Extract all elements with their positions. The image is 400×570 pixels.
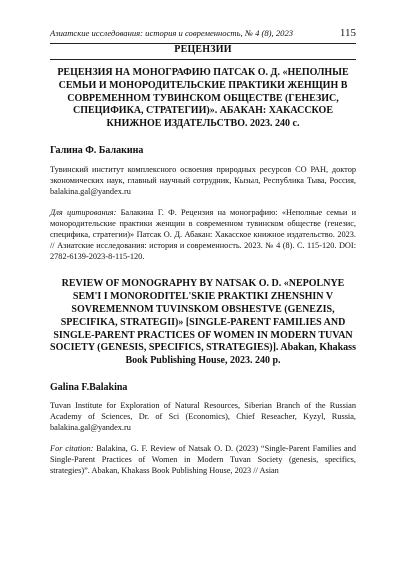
- running-header: [50, 27, 356, 39]
- section-title: РЕЦЕНЗИИ: [174, 44, 232, 55]
- author-affiliation-en: Tuvan Institute for Exploration of Natural Resources, Siberian Branch of the Russian Academy of Sciences, Dr. of Sci (Economics), Chief Reseacher, Kyzyl, Russia, balakina.gal@yandex.ru: [50, 401, 356, 432]
- author-affiliation-ru: Тувинский институт комплексного освоения природных ресурсов СО РАН, доктор экономических наук, главный научный сотрудник, Кызыл, Республика Тыва, Россия, balakina.gal@yandex.ru: [50, 164, 356, 196]
- author-name-en: Galina F.Balakina: [50, 382, 128, 394]
- citation-ru: [50, 208, 356, 263]
- header-rule-bottom: [50, 59, 356, 60]
- author-name-ru: Галина Ф. Балакина: [50, 144, 144, 156]
- review-title-en: REVIEW OF MONOGRAPHY BY NATSAK O. D. «NEPOLNYE SEM'I I MONORODITEL'SKIE PRAKTIKI ZHENSHIN V SOVREMENNOM TUVINSKOM OBSHESTVE (GENEZIS, SPECIFIKA, STRATEGII)» [SINGLE-PARENT FAMILIES AND SINGLE-PARENT PRACTICES OF WOMEN IN MODERN TUVAN SOCIETY (GENESIS, SPECIFICS, STRATEGIES)]. Abakan, Khakass Book Publishing House, 2023. 240 p.: [50, 278, 356, 367]
- citation-label-en: For citation:: [50, 443, 94, 453]
- citation-text-en: Balakina, G. F. Review of Natsak O. D. (2023) “Single-Parent Families and Single-Parent Practices of Women in Modern Tuvan Society (genesis, specifics, strategies)”. Abakan, Khakass Book Publishing House, 2023 // Asian: [50, 443, 356, 475]
- citation-en: [50, 444, 356, 477]
- journal-name: Азиатские исследования: история и современность, № 4 (8), 2023: [50, 28, 294, 38]
- citation-label-ru: Для цитирования:: [50, 207, 117, 217]
- review-title-ru: РЕЦЕНЗИЯ НА МОНОГРАФИЮ ПАТСАК О. Д. «НЕПОЛНЫЕ СЕМЬИ И МОНОРОДИТЕЛЬСКИЕ ПРАКТИКИ ЖЕНЩИН В СОВРЕМЕННОМ ТУВИНСКОМ ОБЩЕСТВЕ (ГЕНЕЗИС, СПЕЦИФИКА, СТРАТЕГИИ)». АБАКАН: ХАКАССКОЕ КНИЖНОЕ ИЗДАТЕЛЬСТВО. 2023. 240 с.: [57, 67, 349, 130]
- article-content: [50, 67, 356, 477]
- citation-text-ru: Балакина Г. Ф. Рецензия на монографию: «Неполные семьи и монородительские практики женщин в современном тувинском обществе (генезис, специфика, стратегии)» Патсак О. Д. Абакан: Хакасское книжное издательство. 2023. // Азиатские исследования: история и современность. 2023. № 4 (8). С. 115-120. DOI: 2782-6139-2023-8-115-120.: [50, 207, 357, 261]
- page-number: 115: [339, 27, 356, 39]
